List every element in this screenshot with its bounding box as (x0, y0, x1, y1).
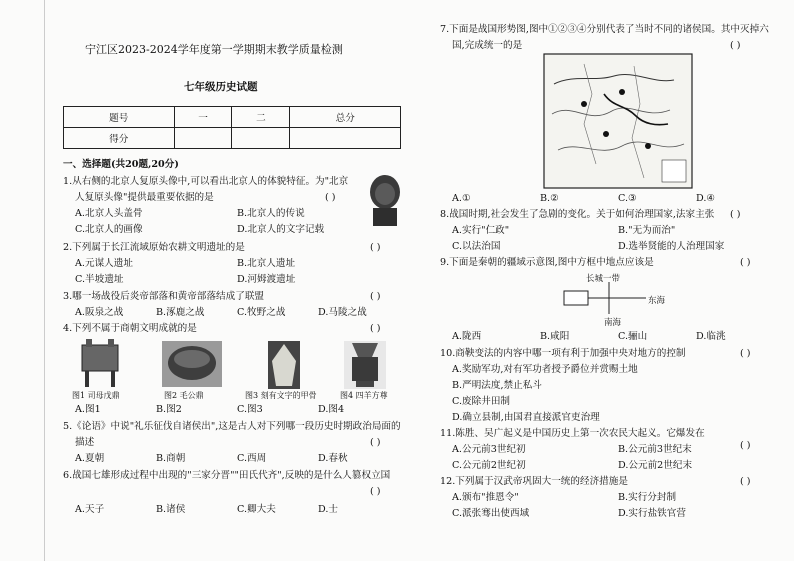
figure-caption: 图2 毛公鼎 (164, 391, 204, 400)
score-row-label: 得分 (64, 128, 175, 149)
option: A.夏朝 (75, 453, 105, 464)
option: A.① (452, 193, 471, 204)
option: B.公元前3世纪末 (618, 444, 692, 455)
option: D.公元前2世纪末 (618, 460, 693, 471)
option: B.② (540, 193, 559, 204)
question-stem: 5.《论语》中说"礼乐征伐自诸侯出",这是古人对下列哪一段历史时期政治局面的 (63, 421, 401, 432)
option: B.诸侯 (156, 504, 186, 515)
option: D.④ (696, 193, 715, 204)
option: B.商朝 (156, 453, 186, 464)
option: A.实行"仁政" (452, 225, 510, 236)
option: D.实行盐铁官营 (618, 508, 686, 519)
option: C.牧野之战 (237, 307, 286, 318)
question-stem: 6.战国七雄形成过程中出现的"三家分晋""田氏代齐",反映的是什么人篡权立国 (63, 470, 391, 481)
question-stem: 8.战国时期,社会发生了急剧的变化。关于如何治理国家,法家主张 (440, 209, 715, 220)
score-table (63, 106, 401, 149)
oracle-bone-image (268, 341, 300, 389)
option: B."无为而治" (618, 225, 676, 236)
option: C.半坡遗址 (75, 274, 124, 285)
exam-subtitle: 七年级历史试题 (184, 81, 258, 93)
peking-man-head-image (364, 172, 406, 228)
four-goat-zun-image (344, 341, 386, 389)
answer-blank: ( ) (740, 257, 751, 268)
question-stem: 人复原头像"提供最重要依据的是 (75, 192, 214, 203)
score-header-qnum: 题号 (64, 107, 175, 128)
option: D.临洮 (696, 331, 726, 342)
option: B.严明法度,禁止私斗 (452, 380, 542, 391)
figure-caption: 图4 四羊方尊 (340, 391, 388, 400)
question-stem: 4.下列不属于商朝文明成就的是 (63, 323, 197, 334)
map-label-south-sea: 南海 (604, 318, 622, 328)
option: D.北京人的文字记载 (237, 224, 325, 235)
simuwu-ding-image (76, 339, 126, 389)
option: C.公元前2世纪初 (452, 460, 526, 471)
option: B.咸阳 (540, 331, 570, 342)
option: D.选举贤能的人治理国家 (618, 241, 725, 252)
question-stem: 描述 (75, 437, 95, 448)
exam-title: 宁江区2023-2024学年度第一学期期末教学质量检测 (85, 43, 343, 56)
option: B.实行分封制 (618, 492, 677, 503)
answer-blank: ( ) (370, 437, 381, 448)
score-cell (174, 128, 232, 149)
warring-states-map (544, 54, 692, 188)
question-stem: 7.下面是战国形势图,图中①②③④分别代表了当时不同的诸侯国。其中灭掉六 (440, 24, 769, 35)
score-header-total: 总分 (290, 107, 401, 128)
option: C.废除井田制 (452, 396, 511, 407)
answer-blank: ( ) (370, 323, 381, 334)
option: D.图4 (318, 404, 345, 415)
option: B.北京人的传说 (237, 208, 305, 219)
option: A.图1 (75, 404, 101, 415)
option: C.派张骞出使西域 (452, 508, 530, 519)
question-stem: 12.下列属于汉武帝巩固大一统的经济措施是 (440, 476, 628, 487)
option: A.颁布"推恩令" (452, 492, 519, 503)
answer-blank: ( ) (325, 192, 336, 203)
option: A.陇西 (452, 331, 482, 342)
score-header-1: 一 (174, 107, 232, 128)
figure-caption: 图3 刻有文字的甲骨 (245, 391, 317, 400)
answer-blank: ( ) (740, 348, 751, 359)
score-cell (232, 128, 290, 149)
option: A.奖励军功,对有军功者授予爵位并赏赐土地 (452, 364, 638, 375)
option: B.涿鹿之战 (156, 307, 205, 318)
question-stem: 1.从右侧的北京人复原头像中,可以看出北京人的体貌特征。为"北京 (63, 176, 349, 187)
question-stem: 国,完成统一的是 (452, 40, 523, 51)
binding-margin (44, 0, 45, 561)
option: C.北京人的画像 (75, 224, 143, 235)
option: C.骊山 (618, 331, 648, 342)
map-label-great-wall: 长城一带 (586, 274, 621, 284)
question-stem: 10.商鞅变法的内容中哪一项有利于加强中央对地方的控制 (440, 348, 686, 359)
score-cell (290, 128, 401, 149)
option: A.公元前3世纪初 (452, 444, 526, 455)
option: D.马陵之战 (318, 307, 367, 318)
answer-blank: ( ) (740, 476, 751, 487)
option: A.元谋人遗址 (75, 258, 133, 269)
qin-territory-diagram (562, 278, 652, 318)
answer-blank: ( ) (730, 40, 741, 51)
option: C.西周 (237, 453, 267, 464)
section-title: 一、选择题(共20题,20分) (63, 159, 179, 170)
option: C.③ (618, 193, 637, 204)
option: C.卿大夫 (237, 504, 276, 515)
question-stem: 2.下列属于长江流域原始农耕文明遗址的是 (63, 242, 245, 253)
option: C.以法治国 (452, 241, 501, 252)
option: B.北京人遗址 (237, 258, 296, 269)
option: C.图3 (237, 404, 263, 415)
option: A.阪泉之战 (75, 307, 124, 318)
option: D.河姆渡遗址 (237, 274, 296, 285)
option: A.天子 (75, 504, 105, 515)
map-label-east-sea: 东海 (648, 296, 666, 306)
option: B.图2 (156, 404, 182, 415)
answer-blank: ( ) (370, 291, 381, 302)
question-stem: 9.下面是秦朝的疆域示意图,图中方框中地点应该是 (440, 257, 654, 268)
answer-blank: ( ) (370, 242, 381, 253)
score-header-2: 二 (232, 107, 290, 128)
maogong-ding-image (162, 341, 222, 387)
question-stem: 11.陈胜、吴广起义是中国历史上第一次农民大起义。它爆发在 (440, 428, 705, 439)
answer-blank: ( ) (740, 440, 751, 451)
answer-blank: ( ) (730, 209, 741, 220)
option: A.北京人头盖骨 (75, 208, 143, 219)
option: D.士 (318, 504, 338, 515)
option: D.确立县制,由国君直接派官吏治理 (452, 412, 600, 423)
question-stem: 3.哪一场战役后炎帝部落和黄帝部落结成了联盟 (63, 291, 265, 302)
figure-caption: 图1 司母戊鼎 (72, 391, 120, 400)
option: D.春秋 (318, 453, 348, 464)
answer-blank: ( ) (370, 486, 381, 497)
